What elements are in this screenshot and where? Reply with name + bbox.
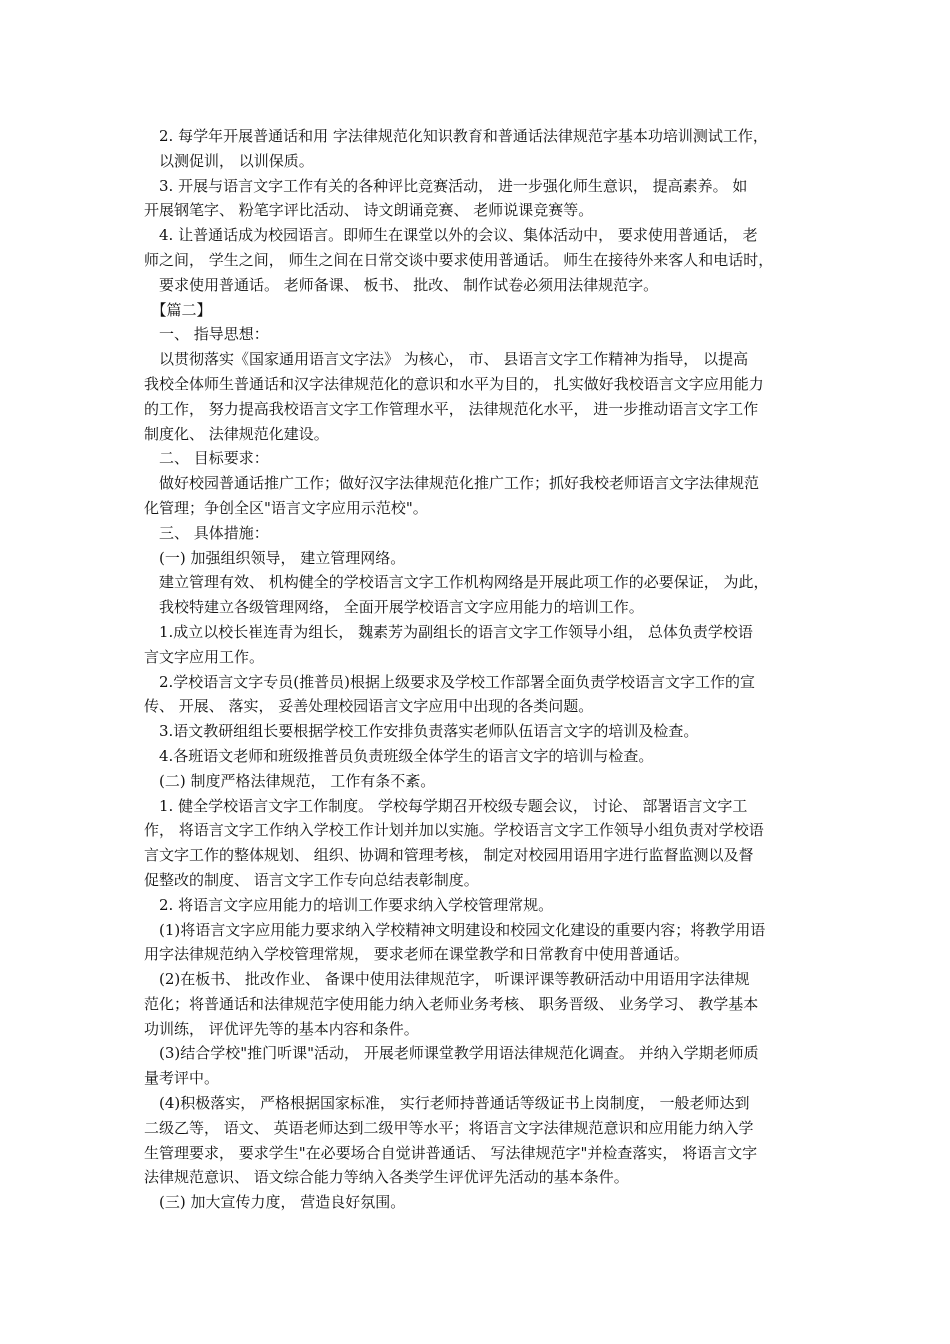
text-line: 建立管理有效、 机构健全的学校语言文字工作机构网络是开展此项工作的必要保证， 为此，	[144, 573, 769, 592]
text-line: 范化；将普通话和法律规范字使用能力纳入老师业务考核、 职务晋级、 业务学习、 教学基本	[144, 994, 759, 1013]
text-line: (三) 加大宣传力度， 营造良好氛围。	[144, 1193, 406, 1212]
text-line: 1.成立以校长崔连青为组长， 魏素芳为副组长的语言文字工作领导小组， 总体负责学校语	[144, 622, 753, 641]
text-line: 师之间， 学生之间， 师生之间在日常交谈中要求使用普通话。 师生在接待外来客人和电话时，	[144, 250, 774, 269]
text-line: 言文字工作的整体规划、 组织、协调和管理考核， 制定对校园用语用字进行监督监测以及督	[144, 846, 754, 865]
text-line: 3. 开展与语言文字工作有关的各种评比竞赛活动， 进一步强化师生意识， 提高素养。 如	[144, 176, 748, 195]
text-line: 一、 指导思想：	[144, 325, 269, 344]
text-line: 做好校园普通话推广工作；做好汉字法律规范化推广工作；抓好我校老师语言文字法律规范	[144, 474, 760, 493]
text-line: 1. 健全学校语言文字工作制度。 学校每学期召开校级专题会议， 讨论、 部署语言文字工	[144, 796, 748, 815]
text-line: 我校全体师生普通话和汉字法律规范化的意识和水平为目的， 扎实做好我校语言文字应用能力	[144, 374, 764, 393]
text-line: 言文字应用工作。	[144, 647, 265, 666]
text-line: 2. 将语言文字应用能力的培训工作要求纳入学校管理常规。	[144, 895, 554, 914]
text-line: 2. 每学年开展普通话和用 字法律规范化知识教育和普通话法律规范字基本功培训测试工作，	[144, 127, 768, 145]
text-line: 用字法律规范纳入学校管理常规， 要求老师在课堂教学和日常教育中使用普通话。	[144, 945, 689, 964]
text-line: 开展钢笔字、 粉笔字评比活动、 诗文朗诵竞赛、 老师说课竞赛等。	[144, 201, 594, 220]
text-line: 生管理要求， 要求学生"在必要场合自觉讲普通话、 写法律规范字"并检查落实， 将语言文字	[144, 1143, 758, 1162]
text-line: 4. 让普通话成为校园语言。即师生在课堂以外的会议、集体活动中， 要求使用普通话， 老	[144, 226, 758, 245]
text-line: (3)结合学校"推门听课"活动， 开展老师课堂教学用语法律规范化调查。 并纳入学期老师质	[144, 1044, 759, 1063]
text-line: 以贯彻落实《国家通用语言文字法》 为核心， 市、 县语言文字工作精神为指导， 以提高	[144, 350, 749, 369]
document-body	[144, 124, 812, 1215]
text-line: 传、 开展、 落实， 妥善处理校园语言文字应用中出现的各类问题。	[144, 697, 594, 716]
text-line: 【篇二】	[144, 300, 212, 319]
text-line: (二) 制度严格法律规范， 工作有条不紊。	[144, 771, 436, 790]
text-line: 3.语文教研组组长要根据学校工作安排负责落实老师队伍语言文字的培训及检查。	[144, 722, 699, 741]
text-line: 我校特建立各级管理网络， 全面开展学校语言文字应用能力的培训工作。	[144, 598, 644, 617]
text-line: 要求使用普通话。 老师备课、 板书、 批改、 制作试卷必须用法律规范字。	[144, 275, 659, 294]
text-line: 化管理；争创全区"语言文字应用示范校"。	[144, 498, 428, 517]
text-line: 三、 具体措施：	[144, 523, 269, 542]
text-line: 制度化、 法律规范化建设。	[144, 424, 329, 443]
text-line: 以测促训， 以训保质。	[144, 151, 314, 170]
text-line: 4.各班语文老师和班级推普员负责班级全体学生的语言文字的培训与检查。	[144, 746, 654, 765]
text-line: 量考评中。	[144, 1069, 220, 1088]
text-line: 功训练， 评优评先等的基本内容和条件。	[144, 1019, 419, 1038]
text-line: (一) 加强组织领导， 建立管理网络。	[144, 548, 406, 567]
text-line: 作， 将语言文字工作纳入学校工作计划并加以实施。学校语言文字工作领导小组负责对学校语	[144, 821, 764, 840]
text-line: 二级乙等， 语文、 英语老师达到二级甲等水平；将语言文字法律规范意识和应用能力纳入学	[144, 1118, 754, 1137]
text-line: 二、 目标要求：	[144, 449, 269, 468]
text-line: 法律规范意识、 语文综合能力等纳入各类学生评优评先活动的基本条件。	[144, 1168, 629, 1187]
text-line: 的工作， 努力提高我校语言文字工作管理水平， 法律规范化水平， 进一步推动语言文字工作	[144, 399, 759, 418]
text-line: (4)积极落实， 严格根据国家标准， 实行老师持普通话等级证书上岗制度， 一般老师达到	[144, 1094, 750, 1113]
text-line: 促整改的制度、 语言文字工作专向总结表彰制度。	[144, 870, 479, 889]
text-line: 2.学校语言文字专员(推普员)根据上级要求及学校工作部署全面负责学校语言文字工作的宣	[144, 672, 756, 691]
text-line: (2)在板书、 批改作业、 备课中使用法律规范字， 听课评课等教研活动中用语用字法律规	[144, 970, 750, 989]
text-line: (1)将语言文字应用能力要求纳入学校精神文明建设和校园文化建设的重要内容；将教学用语	[144, 920, 766, 939]
